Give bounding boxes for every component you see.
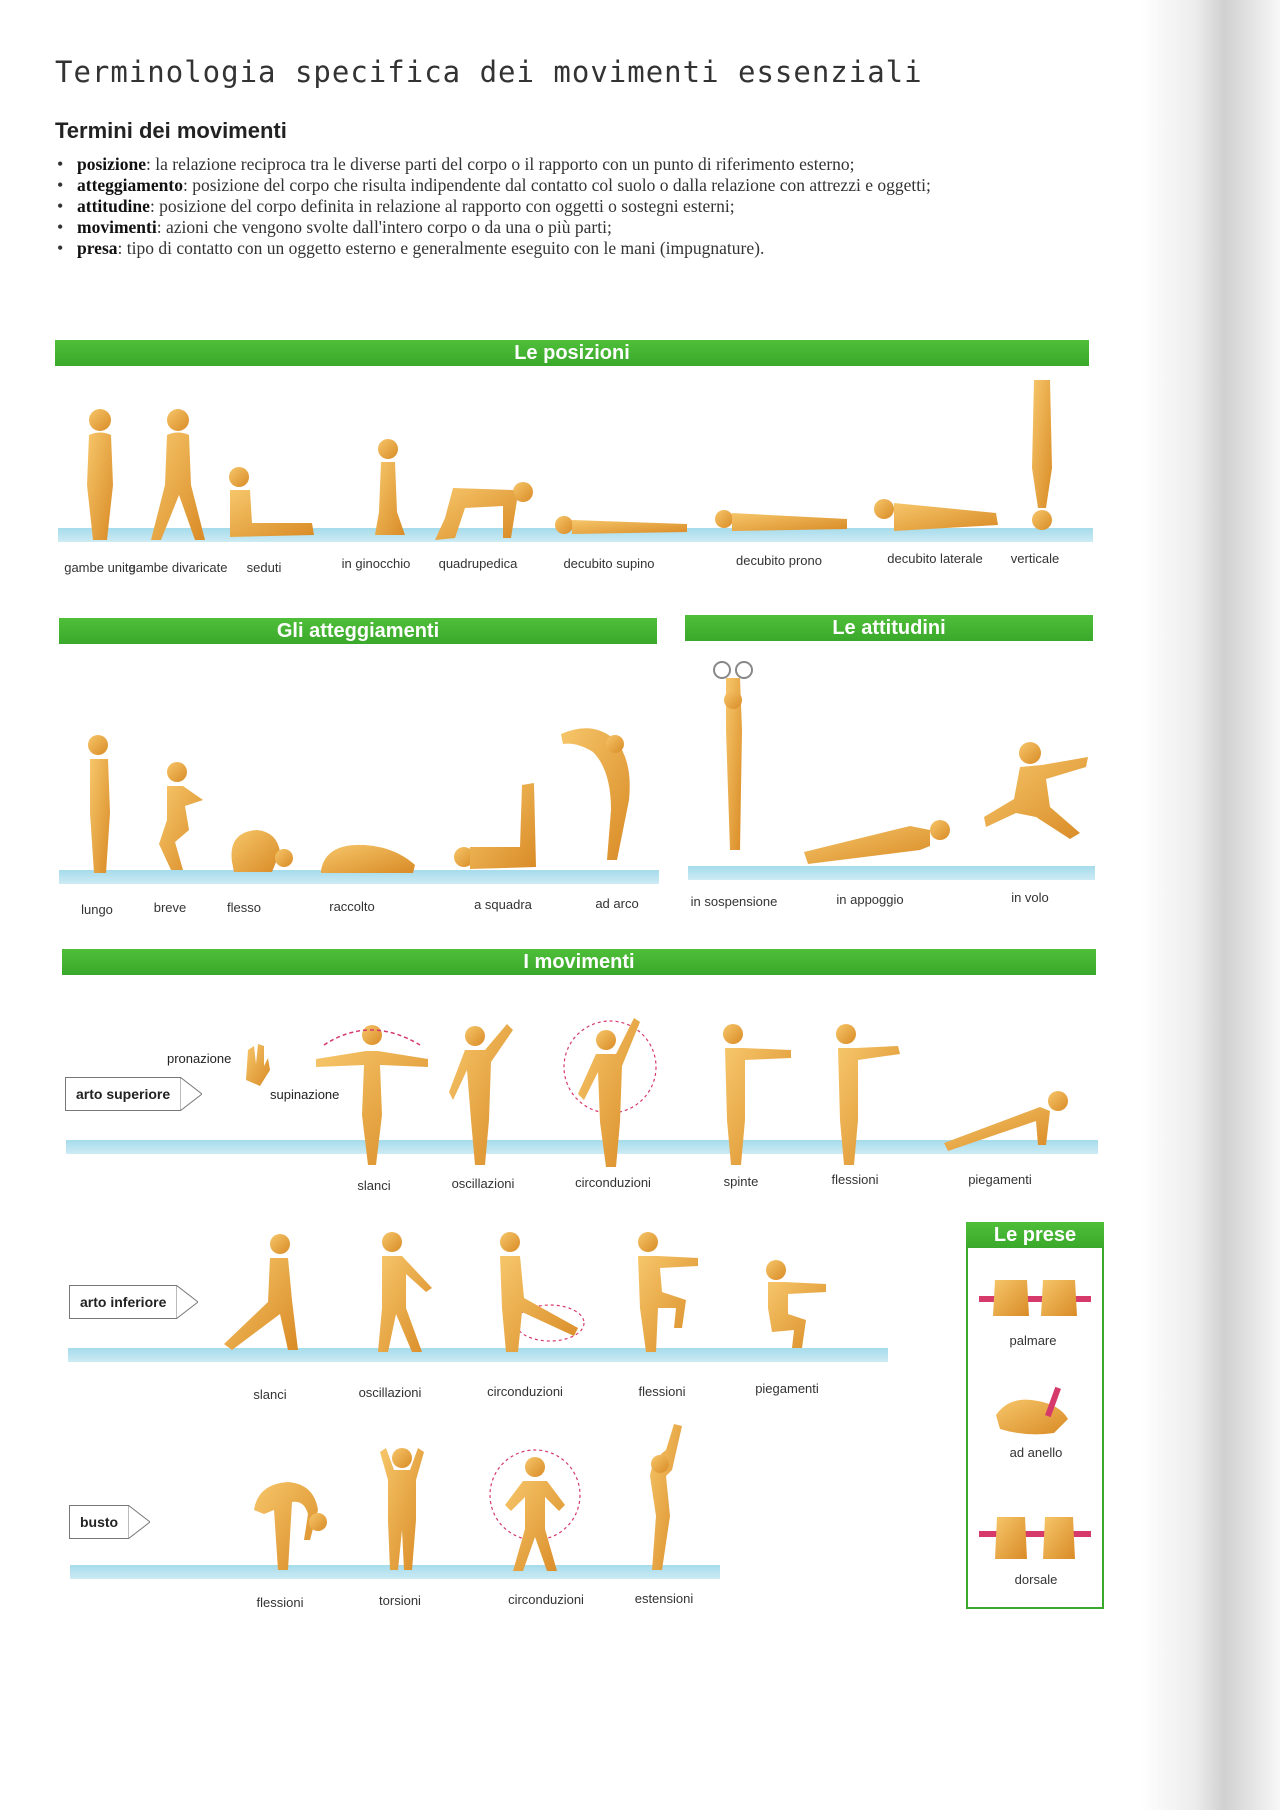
label-gambe-unite: gambe unite bbox=[64, 560, 136, 575]
figure-oscillazioni-inferiore bbox=[362, 1228, 442, 1358]
band-attitudini: Le attitudini bbox=[685, 615, 1093, 641]
label-circonduzioni-busto: circonduzioni bbox=[508, 1592, 584, 1607]
figure-flessioni-busto bbox=[248, 1470, 328, 1575]
label-estensioni: estensioni bbox=[634, 1591, 694, 1606]
figure-flessioni-superiore bbox=[828, 1020, 908, 1170]
tag-arto-superiore: arto superiore bbox=[65, 1077, 202, 1111]
figure-decubito-supino bbox=[552, 510, 692, 540]
figure-decubito-laterale bbox=[866, 495, 1006, 538]
label-raccolto: raccolto bbox=[329, 899, 375, 914]
label-palmare: palmare bbox=[1009, 1333, 1057, 1348]
label-ad-arco: ad arco bbox=[595, 896, 639, 911]
label-piegamenti-superiore: piegamenti bbox=[968, 1172, 1032, 1187]
label-lungo: lungo bbox=[81, 902, 113, 917]
figure-estensioni bbox=[630, 1420, 705, 1575]
figure-in-sospensione bbox=[712, 650, 757, 860]
figure-piegamenti-superiore bbox=[940, 1085, 1075, 1155]
label-breve: breve bbox=[153, 900, 187, 915]
list-item: • posizione: la relazione reciproca tra le diverse parti del corpo o il rapporto con un punto di riferimento esterno; bbox=[55, 155, 1005, 174]
label-gambe-divaricate: gambe divaricate bbox=[128, 560, 228, 575]
figure-decubito-prono bbox=[712, 505, 852, 538]
label-torsioni: torsioni bbox=[379, 1593, 421, 1608]
tag-arto-inferiore: arto inferiore bbox=[69, 1285, 198, 1319]
figure-ad-arco bbox=[553, 720, 643, 870]
label-piegamenti-inferiore: piegamenti bbox=[755, 1381, 819, 1396]
figure-a-squadra bbox=[450, 775, 545, 875]
figure-circonduzioni-superiore bbox=[560, 1012, 660, 1172]
figure-oscillazioni-superiore bbox=[445, 1020, 520, 1170]
label-verticale: verticale bbox=[1010, 551, 1060, 566]
label-flessioni-busto: flessioni bbox=[256, 1595, 304, 1610]
list-item: • attitudine: posizione del corpo definita in relazione al rapporto con oggetti o sostegni esterni; bbox=[55, 197, 1005, 216]
band-prese: Le prese bbox=[966, 1222, 1104, 1248]
figure-quadrupedica bbox=[425, 478, 535, 543]
section-subtitle: Termini dei movimenti bbox=[55, 118, 287, 143]
label-oscillazioni-inferiore: oscillazioni bbox=[358, 1385, 422, 1400]
figure-verticale bbox=[1020, 378, 1065, 538]
label-spinte: spinte bbox=[723, 1174, 759, 1189]
label-dorsale: dorsale bbox=[1014, 1572, 1058, 1587]
scan-edge-shadow bbox=[1140, 0, 1280, 1810]
label-in-appoggio: in appoggio bbox=[836, 892, 904, 907]
figure-in-ginocchio bbox=[365, 437, 415, 542]
band-posizioni: Le posizioni bbox=[55, 340, 1089, 366]
figure-presa-ad-anello bbox=[990, 1385, 1075, 1440]
label-seduti: seduti bbox=[246, 560, 282, 575]
figure-raccolto bbox=[315, 837, 420, 875]
figure-lungo bbox=[80, 733, 120, 878]
terms-list bbox=[55, 155, 1005, 260]
label-ad-anello: ad anello bbox=[1009, 1445, 1063, 1460]
figure-in-volo bbox=[980, 735, 1095, 845]
figure-in-appoggio bbox=[800, 812, 955, 867]
figure-flesso bbox=[222, 822, 297, 874]
label-pronazione: pronazione bbox=[167, 1051, 232, 1066]
list-item: • presa: tipo di contatto con un oggetto esterno e generalmente eseguito con le mani (impugnature). bbox=[55, 239, 1005, 258]
figure-gambe-divaricate bbox=[143, 405, 213, 550]
figure-slanci-superiore bbox=[310, 1015, 435, 1170]
label-decubito-prono: decubito prono bbox=[735, 553, 822, 568]
figure-circonduzioni-busto bbox=[485, 1445, 585, 1575]
figure-piegamenti-inferiore bbox=[762, 1258, 832, 1353]
figure-breve bbox=[145, 760, 215, 875]
figure-spinte bbox=[715, 1020, 795, 1170]
band-movimenti: I movimenti bbox=[62, 949, 1096, 975]
figure-presa-palmare bbox=[975, 1270, 1095, 1330]
list-item: • atteggiamento: posizione del corpo che risulta indipendente dal contatto col suolo o dalla relazione con attrezzi e oggetti; bbox=[55, 176, 1005, 195]
floor bbox=[688, 866, 1095, 880]
label-circonduzioni-inferiore: circonduzioni bbox=[487, 1384, 563, 1399]
label-quadrupedica: quadrupedica bbox=[438, 556, 518, 571]
label-in-ginocchio: in ginocchio bbox=[341, 556, 411, 571]
hand-icon bbox=[238, 1040, 273, 1090]
label-oscillazioni-superiore: oscillazioni bbox=[451, 1176, 515, 1191]
page-title: Terminologia specifica dei movimenti essenziali bbox=[55, 55, 923, 89]
label-a-squadra: a squadra bbox=[474, 897, 532, 912]
figure-flessioni-inferiore bbox=[626, 1228, 706, 1358]
figure-slanci-inferiore bbox=[218, 1230, 313, 1360]
tag-busto: busto bbox=[69, 1505, 150, 1539]
label-in-sospensione: in sospensione bbox=[690, 894, 778, 909]
figure-presa-dorsale bbox=[975, 1505, 1095, 1565]
label-circonduzioni-superiore: circonduzioni bbox=[575, 1175, 651, 1190]
label-in-volo: in volo bbox=[1011, 890, 1049, 905]
figure-circonduzioni-inferiore bbox=[488, 1228, 588, 1358]
figure-seduti bbox=[222, 465, 317, 545]
label-decubito-laterale: decubito laterale bbox=[887, 551, 983, 566]
label-slanci-inferiore: slanci bbox=[253, 1387, 287, 1402]
label-decubito-supino: decubito supino bbox=[563, 556, 655, 571]
figure-gambe-unite bbox=[75, 405, 125, 550]
label-flesso: flesso bbox=[227, 900, 261, 915]
figure-torsioni bbox=[372, 1440, 432, 1575]
label-flessioni-superiore: flessioni bbox=[831, 1172, 879, 1187]
band-atteggiamenti: Gli atteggiamenti bbox=[59, 618, 657, 644]
label-supinazione: supinazione bbox=[270, 1087, 340, 1102]
label-slanci-superiore: slanci bbox=[357, 1178, 391, 1193]
label-flessioni-inferiore: flessioni bbox=[638, 1384, 686, 1399]
list-item: • movimenti: azioni che vengono svolte dall'intero corpo o da una o più parti; bbox=[55, 218, 1005, 237]
